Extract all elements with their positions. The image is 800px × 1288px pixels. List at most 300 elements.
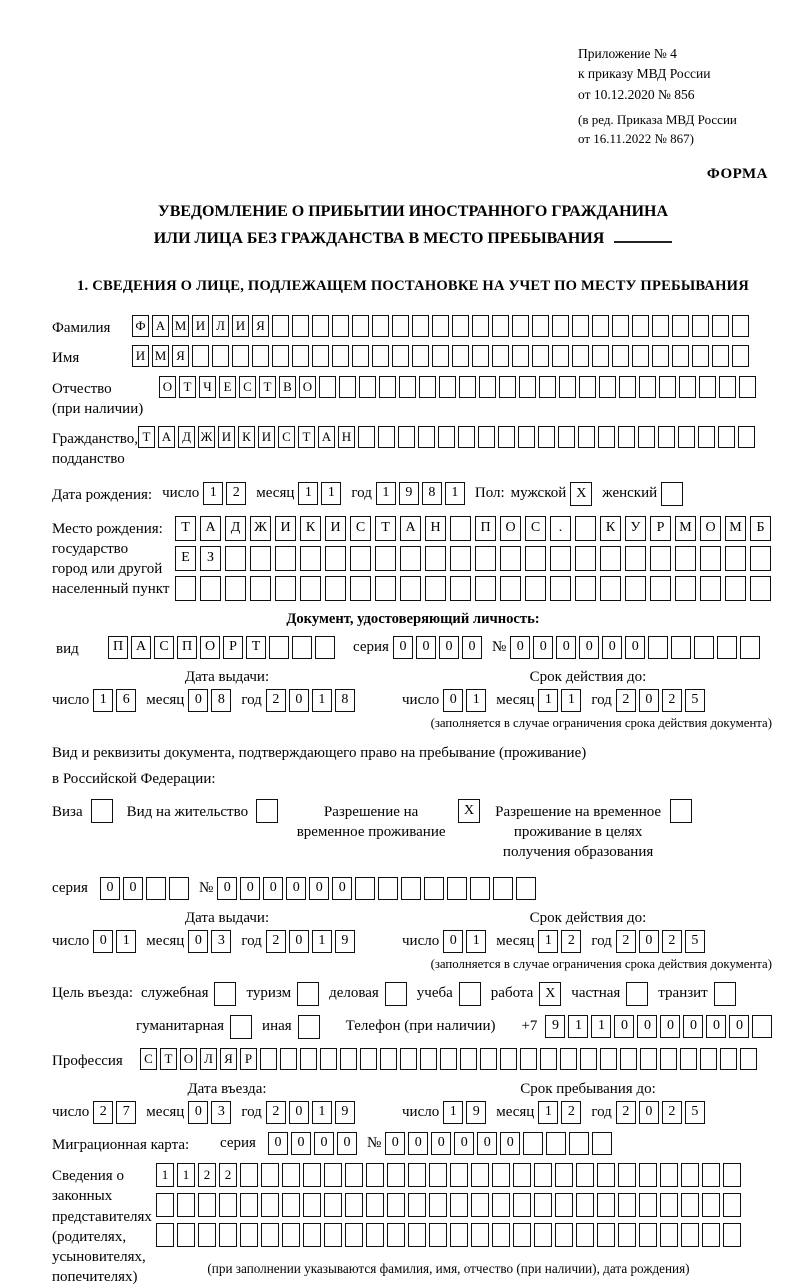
- char-cell: [639, 1223, 657, 1247]
- char-cell: Т: [138, 426, 155, 448]
- char-cell: [513, 1163, 531, 1187]
- char-cell: 0: [706, 1015, 726, 1038]
- char-cell: 0: [462, 636, 482, 659]
- char-cell: А: [158, 426, 175, 448]
- char-cell: 0: [637, 1015, 657, 1038]
- char-cell: [250, 546, 271, 571]
- appendix-line: к приказу МВД России: [578, 66, 711, 82]
- char-cell: 1: [538, 1101, 558, 1124]
- char-cell: [379, 376, 396, 398]
- amendment-line: от 16.11.2022 № 867): [578, 130, 695, 146]
- phone-label: Телефон (при наличии): [345, 1017, 496, 1034]
- char-cell: [639, 1163, 657, 1187]
- char-cell: [579, 376, 596, 398]
- char-cell: [450, 516, 471, 541]
- char-cell: 0: [500, 1132, 520, 1155]
- char-cell: 1: [466, 930, 486, 953]
- char-cell: [169, 877, 189, 900]
- surname-cells: [132, 315, 749, 337]
- birth-place-row-3: [175, 576, 771, 601]
- char-cell: 0: [188, 930, 208, 953]
- char-cell: [659, 376, 676, 398]
- char-cell: [493, 877, 513, 900]
- char-cell: 1: [376, 482, 396, 505]
- char-cell: [600, 1048, 617, 1070]
- field-profession: [52, 1048, 774, 1071]
- char-cell: [652, 315, 669, 337]
- char-cell: [345, 1223, 363, 1247]
- char-cell: [492, 1223, 510, 1247]
- char-cell: [315, 636, 335, 659]
- field-citizenship: [52, 426, 774, 470]
- char-cell: [350, 576, 371, 601]
- char-cell: [300, 1048, 317, 1070]
- char-cell: М: [675, 516, 696, 541]
- char-cell: [520, 1048, 537, 1070]
- char-cell: 1: [443, 1101, 463, 1124]
- temporary-residence-education-checkbox: [670, 799, 692, 823]
- char-cell: Ч: [199, 376, 216, 398]
- issue-date-heading: Дата выдачи:: [184, 668, 270, 685]
- char-cell: Р: [240, 1048, 257, 1070]
- char-cell: [340, 1048, 357, 1070]
- char-cell: [640, 1048, 657, 1070]
- temporary-residence-checkbox: X: [458, 799, 480, 823]
- char-cell: 0: [289, 930, 309, 953]
- char-cell: 1: [445, 482, 465, 505]
- char-cell: 1: [538, 689, 558, 712]
- char-cell: 0: [477, 1132, 497, 1155]
- char-cell: [198, 1223, 216, 1247]
- field-surname: [52, 315, 774, 338]
- given-name-label: Имя: [52, 350, 80, 367]
- char-cell: 7: [116, 1101, 136, 1124]
- residence-doc-line-2: в Российской Федерации:: [52, 770, 216, 787]
- purpose-work: работа X: [491, 982, 562, 1006]
- char-cell: [261, 1193, 279, 1217]
- char-cell: Т: [375, 516, 396, 541]
- char-cell: [420, 1048, 437, 1070]
- char-cell: [380, 1048, 397, 1070]
- char-cell: О: [180, 1048, 197, 1070]
- char-cell: [739, 376, 756, 398]
- char-cell: [232, 345, 249, 367]
- char-cell: Е: [219, 376, 236, 398]
- purpose-official: служебная: [141, 982, 237, 1006]
- char-cell: [192, 345, 209, 367]
- char-cell: Л: [212, 315, 229, 337]
- char-cell: [752, 1015, 772, 1038]
- char-cell: О: [159, 376, 176, 398]
- char-cell: [375, 576, 396, 601]
- year-word: год: [351, 484, 372, 501]
- char-cell: [387, 1193, 405, 1217]
- char-cell: А: [131, 636, 151, 659]
- char-cell: [500, 576, 521, 601]
- char-cell: [419, 376, 436, 398]
- month-word: месяц: [256, 484, 295, 501]
- char-cell: [620, 1048, 637, 1070]
- char-cell: П: [475, 516, 496, 541]
- char-cell: [675, 546, 696, 571]
- char-cell: [740, 636, 760, 659]
- representatives-row-2: [156, 1193, 741, 1217]
- char-cell: .: [550, 516, 571, 541]
- private-checkbox: [626, 982, 648, 1006]
- char-cell: [597, 1163, 615, 1187]
- char-cell: 1: [177, 1163, 195, 1187]
- char-cell: М: [152, 345, 169, 367]
- char-cell: С: [350, 516, 371, 541]
- char-cell: [532, 315, 549, 337]
- char-cell: [650, 546, 671, 571]
- char-cell: [303, 1163, 321, 1187]
- char-cell: [540, 1048, 557, 1070]
- char-cell: [750, 576, 771, 601]
- char-cell: [660, 1223, 678, 1247]
- char-cell: Т: [175, 516, 196, 541]
- char-cell: [500, 546, 521, 571]
- residence-valid-year: [616, 930, 705, 953]
- visa-checkbox: [91, 799, 113, 823]
- char-cell: И: [132, 345, 149, 367]
- char-cell: 2: [226, 482, 246, 505]
- char-cell: О: [299, 376, 316, 398]
- char-cell: [532, 345, 549, 367]
- char-cell: [725, 576, 746, 601]
- entry-year: [266, 1101, 355, 1124]
- title-line-2: ИЛИ ЛИЦА БЕЗ ГРАЖДАНСТВА В МЕСТО ПРЕБЫВАНИЯ: [52, 226, 774, 252]
- char-cell: 0: [268, 1132, 288, 1155]
- char-cell: 0: [291, 1132, 311, 1155]
- char-cell: [325, 546, 346, 571]
- residence-valid-day: [443, 930, 486, 953]
- entry-month: [188, 1101, 231, 1124]
- char-cell: [672, 345, 689, 367]
- char-cell: 2: [662, 1101, 682, 1124]
- char-cell: М: [725, 516, 746, 541]
- char-cell: [702, 1163, 720, 1187]
- blank-underline: [614, 227, 672, 243]
- char-cell: [398, 426, 415, 448]
- char-cell: [572, 315, 589, 337]
- char-cell: [597, 1193, 615, 1217]
- char-cell: [578, 426, 595, 448]
- char-cell: 0: [439, 636, 459, 659]
- char-cell: С: [154, 636, 174, 659]
- char-cell: 1: [93, 689, 113, 712]
- appendix-line: Приложение № 4: [578, 46, 677, 61]
- char-cell: [700, 546, 721, 571]
- seriya-word: серия: [353, 638, 389, 655]
- birth-date-label: Дата рождения:: [52, 486, 153, 503]
- char-cell: [694, 636, 714, 659]
- char-cell: [720, 1048, 737, 1070]
- char-cell: [612, 345, 629, 367]
- purpose-private: частная: [571, 982, 648, 1006]
- char-cell: [332, 345, 349, 367]
- char-cell: [512, 345, 529, 367]
- char-cell: [345, 1193, 363, 1217]
- char-cell: [272, 315, 289, 337]
- char-cell: [660, 1048, 677, 1070]
- char-cell: А: [152, 315, 169, 337]
- char-cell: 2: [561, 930, 581, 953]
- identity-doc-dates: Дата выдачи: число 1 6 месяц 0 8 год 2 0 1 8 Срок действия до: число 0 1 месяц 1 1 год 2 0 2 5: [52, 669, 774, 712]
- char-cell: [618, 1223, 636, 1247]
- char-cell: [324, 1223, 342, 1247]
- char-cell: [452, 315, 469, 337]
- char-cell: А: [318, 426, 335, 448]
- char-cell: [618, 1193, 636, 1217]
- char-cell: 1: [568, 1015, 588, 1038]
- profession-cells: [140, 1048, 757, 1070]
- char-cell: [555, 1223, 573, 1247]
- char-cell: [534, 1193, 552, 1217]
- char-cell: [324, 1193, 342, 1217]
- char-cell: [712, 315, 729, 337]
- char-cell: 2: [198, 1163, 216, 1187]
- char-cell: 0: [93, 930, 113, 953]
- purpose-business: деловая: [329, 982, 407, 1006]
- char-cell: З: [200, 546, 221, 571]
- char-cell: И: [258, 426, 275, 448]
- char-cell: 0: [408, 1132, 428, 1155]
- char-cell: [500, 1048, 517, 1070]
- char-cell: 1: [591, 1015, 611, 1038]
- char-cell: [282, 1223, 300, 1247]
- char-cell: Е: [175, 546, 196, 571]
- char-cell: [292, 315, 309, 337]
- birth-place-row-1: [175, 516, 771, 541]
- char-cell: [492, 1193, 510, 1217]
- char-cell: [366, 1163, 384, 1187]
- char-cell: [212, 345, 229, 367]
- char-cell: А: [400, 516, 421, 541]
- char-cell: 1: [116, 930, 136, 953]
- char-cell: [450, 1223, 468, 1247]
- char-cell: [702, 1193, 720, 1217]
- identity-doc-note: (заполняется в случае ограничения срока действия документа): [430, 715, 772, 730]
- char-cell: К: [600, 516, 621, 541]
- char-cell: 0: [337, 1132, 357, 1155]
- char-cell: Б: [750, 516, 771, 541]
- purpose-transit: транзит: [658, 982, 735, 1006]
- char-cell: 1: [466, 689, 486, 712]
- char-cell: Я: [172, 345, 189, 367]
- char-cell: [580, 1048, 597, 1070]
- char-cell: [660, 1193, 678, 1217]
- char-cell: Р: [223, 636, 243, 659]
- char-cell: [472, 345, 489, 367]
- char-cell: [360, 1048, 377, 1070]
- char-cell: [432, 315, 449, 337]
- char-cell: [650, 576, 671, 601]
- char-cell: [269, 636, 289, 659]
- char-cell: [438, 426, 455, 448]
- sex-female-label: женский: [602, 484, 658, 501]
- char-cell: 1: [203, 482, 223, 505]
- char-cell: 0: [443, 689, 463, 712]
- char-cell: [400, 1048, 417, 1070]
- char-cell: [450, 546, 471, 571]
- char-cell: [723, 1193, 741, 1217]
- char-cell: [432, 345, 449, 367]
- char-cell: [639, 376, 656, 398]
- transit-checkbox: [714, 982, 736, 1006]
- char-cell: [292, 636, 312, 659]
- char-cell: [700, 576, 721, 601]
- representatives-note: (при заполнении указываются фамилия, имя, отчество (при наличии), дата рождения): [207, 1261, 690, 1277]
- char-cell: 9: [335, 930, 355, 953]
- char-cell: [225, 546, 246, 571]
- char-cell: [470, 877, 490, 900]
- char-cell: [260, 1048, 277, 1070]
- stay-year: [616, 1101, 705, 1124]
- char-cell: К: [300, 516, 321, 541]
- day-word: число: [162, 484, 200, 501]
- char-cell: [534, 1163, 552, 1187]
- residence-valid-month: [538, 930, 581, 953]
- char-cell: [400, 576, 421, 601]
- char-cell: [552, 315, 569, 337]
- char-cell: [475, 546, 496, 571]
- purpose-row-2: [52, 1015, 774, 1039]
- purpose-tourism: туризм: [246, 982, 319, 1006]
- char-cell: 8: [422, 482, 442, 505]
- char-cell: [429, 1223, 447, 1247]
- char-cell: Т: [246, 636, 266, 659]
- char-cell: Т: [160, 1048, 177, 1070]
- char-cell: 5: [685, 1101, 705, 1124]
- char-cell: [692, 345, 709, 367]
- char-cell: [418, 426, 435, 448]
- residence-doc-serial-row: серия 0 0 № 0 0 0 0 0 0: [52, 877, 774, 900]
- char-cell: 8: [335, 689, 355, 712]
- char-cell: 2: [219, 1163, 237, 1187]
- char-cell: [732, 345, 749, 367]
- char-cell: 1: [156, 1163, 174, 1187]
- field-given-name: [52, 345, 774, 368]
- humanitarian-checkbox: [230, 1015, 252, 1039]
- char-cell: Ф: [132, 315, 149, 337]
- char-cell: 0: [123, 877, 143, 900]
- char-cell: С: [525, 516, 546, 541]
- identity-number-cells: [510, 636, 760, 659]
- char-cell: [723, 1223, 741, 1247]
- char-cell: 1: [321, 482, 341, 505]
- identity-valid-year: [616, 689, 705, 712]
- identity-valid-day: [443, 689, 486, 712]
- char-cell: [700, 1048, 717, 1070]
- char-cell: В: [279, 376, 296, 398]
- char-cell: [429, 1163, 447, 1187]
- char-cell: [618, 1163, 636, 1187]
- char-cell: [740, 1048, 757, 1070]
- char-cell: [513, 1223, 531, 1247]
- char-cell: 5: [685, 930, 705, 953]
- char-cell: 0: [533, 636, 553, 659]
- char-cell: [452, 345, 469, 367]
- char-cell: [300, 546, 321, 571]
- char-cell: И: [275, 516, 296, 541]
- char-cell: 0: [431, 1132, 451, 1155]
- char-cell: [458, 426, 475, 448]
- migration-card-label: Миграционная карта:: [52, 1136, 190, 1153]
- char-cell: 0: [217, 877, 237, 900]
- char-cell: [282, 1193, 300, 1217]
- char-cell: [550, 576, 571, 601]
- char-cell: [672, 315, 689, 337]
- valid-until-heading: Срок действия до:: [529, 668, 647, 685]
- char-cell: [319, 376, 336, 398]
- char-cell: 1: [561, 689, 581, 712]
- representatives-label: Сведения о законных представителях (родителях, усыновителях, попечителях): [52, 1168, 152, 1286]
- stay-month: [538, 1101, 581, 1124]
- field-birth-place: [52, 516, 774, 601]
- char-cell: [658, 426, 675, 448]
- purpose-row-1: [52, 982, 774, 1006]
- char-cell: [678, 426, 695, 448]
- char-cell: [569, 1132, 589, 1155]
- char-cell: [425, 546, 446, 571]
- char-cell: 9: [335, 1101, 355, 1124]
- char-cell: [681, 1163, 699, 1187]
- char-cell: [618, 426, 635, 448]
- char-cell: 1: [298, 482, 318, 505]
- char-cell: [638, 426, 655, 448]
- char-cell: К: [238, 426, 255, 448]
- char-cell: [275, 576, 296, 601]
- char-cell: 0: [729, 1015, 749, 1038]
- profession-label: Профессия: [52, 1052, 123, 1069]
- stay-day: [443, 1101, 486, 1124]
- char-cell: Д: [178, 426, 195, 448]
- char-cell: А: [200, 516, 221, 541]
- char-cell: [424, 877, 444, 900]
- char-cell: [177, 1193, 195, 1217]
- char-cell: [592, 345, 609, 367]
- char-cell: Т: [179, 376, 196, 398]
- char-cell: [300, 576, 321, 601]
- char-cell: [576, 1223, 594, 1247]
- char-cell: [282, 1163, 300, 1187]
- given-name-cells: [132, 345, 749, 367]
- char-cell: [339, 376, 356, 398]
- appendix-line: от 10.12.2020 № 856: [578, 86, 695, 102]
- char-cell: 0: [639, 689, 659, 712]
- char-cell: [648, 636, 668, 659]
- char-cell: [472, 315, 489, 337]
- migration-card-row: Миграционная карта: серия 0 0 0 0 № 0 0 0 0 0 0: [52, 1132, 774, 1155]
- phone-field: [346, 1015, 773, 1038]
- char-cell: Ж: [250, 516, 271, 541]
- char-cell: 2: [616, 1101, 636, 1124]
- option-visa: Виза: [52, 799, 113, 823]
- char-cell: [447, 877, 467, 900]
- identity-kind-cells: [108, 636, 335, 659]
- char-cell: [559, 376, 576, 398]
- char-cell: [519, 376, 536, 398]
- char-cell: [471, 1223, 489, 1247]
- work-checkbox: X: [539, 982, 561, 1006]
- char-cell: [679, 376, 696, 398]
- char-cell: 0: [393, 636, 413, 659]
- char-cell: [240, 1223, 258, 1247]
- char-cell: 0: [639, 930, 659, 953]
- char-cell: У: [625, 516, 646, 541]
- residence-doc-line-1: Вид и реквизиты документа, подтверждающего право на пребывание (проживание): [52, 744, 587, 761]
